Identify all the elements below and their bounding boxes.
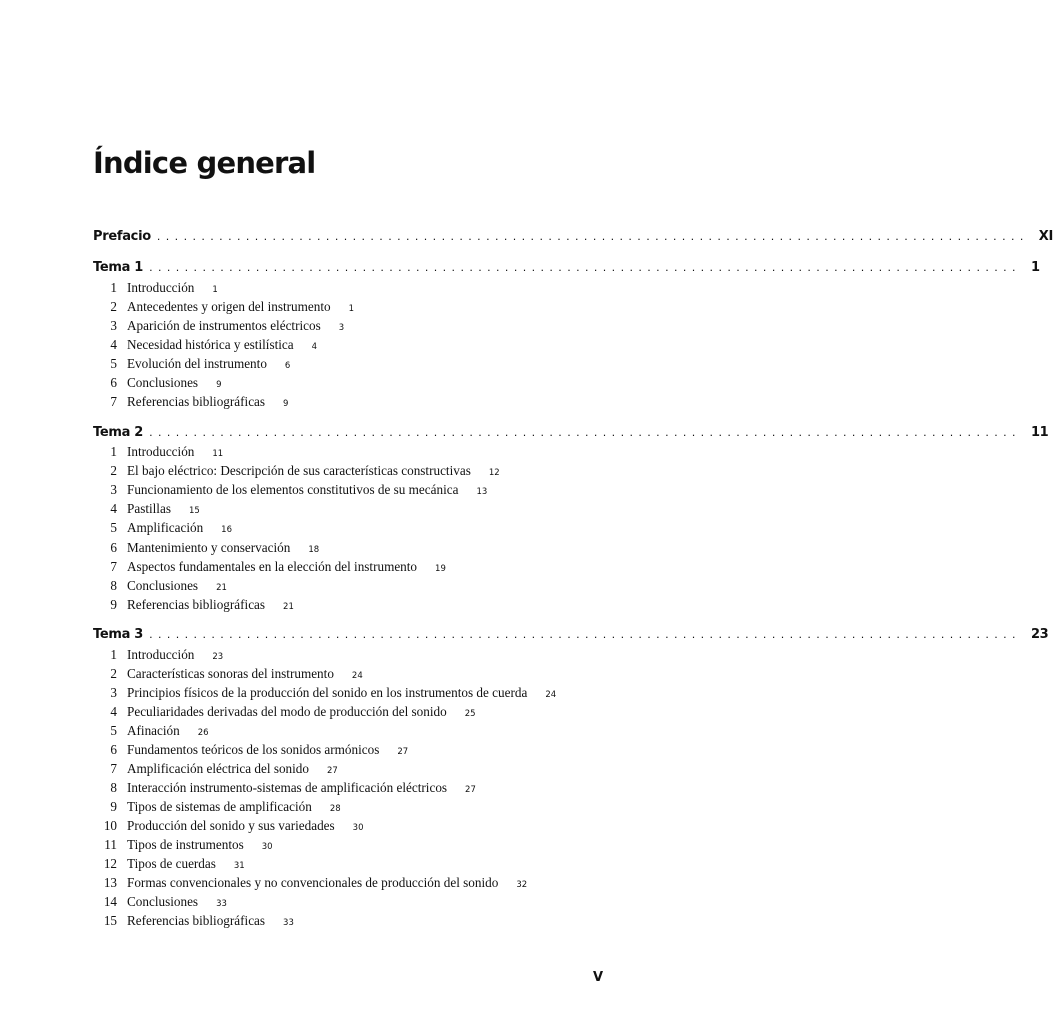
entry-number: 9 — [110, 597, 117, 612]
entry-page: 11 — [212, 449, 224, 459]
page-folio: V — [592, 970, 603, 985]
entry-title: El bajo eléctrico: Descripción de sus características constructivas — [127, 463, 471, 478]
entry-title: Principios físicos de la producción del sonido en los instrumentos de cuerda — [127, 685, 528, 700]
entry-page: 3 — [338, 323, 345, 333]
entry-title: Fundamentos teóricos de los sonidos armónicos — [127, 742, 380, 757]
entry-number: 3 — [110, 685, 117, 700]
entry-title: Tipos de cuerdas — [127, 856, 216, 871]
toc-entry[interactable] — [93, 444, 223, 463]
entry-title: Referencias bibliográficas — [127, 913, 266, 928]
entry-number: 2 — [110, 299, 117, 314]
dot-leader: .................................................................................................. — [149, 426, 1021, 439]
entry-page: 9 — [216, 380, 222, 390]
toc-entry[interactable] — [93, 482, 487, 501]
entry-number: 4 — [110, 501, 117, 516]
entry-page: 21 — [283, 602, 294, 612]
toc-entry[interactable] — [93, 723, 209, 742]
entry-page: 27 — [397, 747, 409, 757]
entry-page: 27 — [327, 766, 338, 776]
entry-title: Afinación — [127, 723, 180, 738]
entry-page: 4 — [311, 342, 318, 352]
toc-entry[interactable] — [93, 394, 288, 413]
entry-number: 9 — [110, 799, 117, 814]
entry-title: Conclusiones — [127, 578, 199, 593]
entry-page: 25 — [464, 709, 476, 719]
toc-entry[interactable] — [93, 875, 527, 894]
entry-title: Aspectos fundamentales en la elección del instrumento — [127, 559, 418, 574]
entry-title: Pastillas — [127, 501, 171, 516]
toc-entry[interactable] — [93, 647, 223, 666]
entry-number: 7 — [110, 394, 117, 409]
entry-number: 3 — [110, 482, 117, 497]
entry-title: Tipos de instrumentos — [127, 837, 244, 852]
entry-number: 6 — [110, 742, 117, 757]
entry-number: 5 — [110, 520, 117, 535]
entry-number: 1 — [110, 444, 117, 459]
entry-number: 11 — [104, 837, 117, 852]
entry-title: Introducción — [127, 280, 195, 295]
toc-entry[interactable] — [93, 761, 338, 780]
toc-entry[interactable] — [93, 837, 273, 856]
entry-number: 1 — [110, 647, 117, 662]
entry-page: 21 — [216, 583, 227, 593]
entry-title: Funcionamiento de los elementos constitutivos de su mecánica — [127, 482, 459, 497]
entry-page: 9 — [283, 399, 289, 409]
entry-page: 33 — [216, 899, 227, 909]
toc-entry[interactable] — [93, 894, 227, 913]
toc-tema-3-heading[interactable] — [93, 627, 1049, 645]
toc-entry[interactable] — [93, 913, 294, 932]
toc-entry[interactable] — [93, 799, 341, 818]
entry-number: 2 — [110, 463, 117, 478]
entry-page: 23 — [212, 652, 224, 662]
toc-entry[interactable] — [93, 818, 364, 837]
dot-leader: .................................................................................................. — [156, 230, 1029, 243]
entry-page: 19 — [435, 564, 446, 574]
tema-page: 11 — [1030, 425, 1049, 440]
entry-page: 30 — [352, 823, 364, 833]
entry-title: Aparición de instrumentos eléctricos — [127, 318, 321, 333]
entry-title: Conclusiones — [127, 894, 199, 909]
entry-page: 6 — [284, 361, 291, 371]
entry-number: 5 — [110, 723, 117, 738]
entry-title: Necesidad histórica y estilística — [127, 337, 294, 352]
toc-entry[interactable] — [93, 501, 200, 520]
entry-number: 3 — [110, 318, 117, 333]
toc-entry[interactable] — [93, 856, 245, 875]
toc-entry[interactable] — [93, 742, 408, 761]
toc-entry[interactable] — [93, 463, 500, 482]
toc-entry[interactable] — [93, 597, 294, 616]
entry-page: 1 — [212, 285, 218, 295]
tema-label: Tema 1 — [93, 260, 144, 275]
entry-page: 31 — [233, 861, 245, 871]
entry-page: 27 — [465, 785, 476, 795]
entry-page: 33 — [283, 918, 294, 928]
toc-entry[interactable] — [93, 375, 222, 394]
entry-title: Referencias bibliográficas — [127, 394, 266, 409]
entry-page: 16 — [221, 525, 232, 535]
entry-number: 1 — [110, 280, 117, 295]
toc-entry[interactable] — [93, 299, 354, 318]
toc-entry[interactable] — [93, 520, 232, 539]
dot-leader: .................................................................................................. — [149, 261, 1021, 274]
entry-page: 1 — [348, 304, 355, 314]
entry-title: Amplificación eléctrica del sonido — [127, 761, 309, 776]
entry-number: 7 — [110, 761, 117, 776]
entry-number: 8 — [110, 780, 117, 795]
entry-page: 24 — [351, 671, 363, 681]
toc-entry[interactable] — [93, 704, 476, 723]
page-title: Índice general — [93, 146, 316, 180]
entry-page: 15 — [188, 506, 200, 516]
entry-page: 28 — [329, 804, 341, 814]
entry-number: 8 — [110, 578, 117, 593]
tema-page: 1 — [1030, 260, 1040, 275]
toc-entry[interactable] — [93, 280, 218, 299]
entry-page: 30 — [261, 842, 273, 852]
entry-number: 6 — [110, 375, 117, 390]
entry-number: 13 — [103, 875, 117, 890]
entry-number: 12 — [103, 856, 117, 871]
tema-label: Tema 2 — [93, 425, 144, 440]
toc-entry[interactable] — [93, 578, 227, 597]
entry-title: Amplificación — [127, 520, 204, 535]
dot-leader: .................................................................................................. — [149, 628, 1021, 641]
toc-entry[interactable] — [93, 685, 556, 704]
entry-number: 4 — [110, 704, 117, 719]
entry-title: Evolución del instrumento — [127, 356, 267, 371]
entry-title: Interacción instrumento-sistemas de amplificación eléctricos — [127, 780, 448, 795]
entry-title: Tipos de sistemas de amplificación — [127, 799, 312, 814]
entry-title: Referencias bibliográficas — [127, 597, 266, 612]
toc-entry[interactable] — [93, 318, 344, 337]
entry-title: Producción del sonido y sus variedades — [127, 818, 335, 833]
entry-page: 18 — [308, 545, 320, 555]
entry-title: Conclusiones — [127, 375, 199, 390]
entry-number: 6 — [110, 540, 117, 555]
entry-title: Formas convencionales y no convencionales de producción del sonido — [127, 875, 499, 890]
toc-entry[interactable] — [93, 540, 319, 559]
entry-title: Características sonoras del instrumento — [127, 666, 334, 681]
toc-entry[interactable] — [93, 559, 446, 578]
entry-title: Introducción — [127, 444, 195, 459]
entry-page: 13 — [476, 487, 488, 497]
entry-number: 5 — [110, 356, 117, 371]
toc-entry[interactable] — [93, 356, 290, 375]
prefacio-label: Prefacio — [93, 229, 151, 244]
entry-title: Antecedentes y origen del instrumento — [127, 299, 331, 314]
toc-tema-2-heading[interactable] — [93, 425, 1049, 443]
tema-label: Tema 3 — [93, 627, 144, 642]
entry-number: 2 — [110, 666, 117, 681]
entry-title: Introducción — [127, 647, 195, 662]
tema-page: 23 — [1030, 627, 1049, 642]
entry-number: 14 — [103, 894, 117, 909]
entry-page: 26 — [197, 728, 209, 738]
toc-entry[interactable] — [93, 337, 317, 356]
toc-prefacio-heading[interactable] — [93, 229, 1053, 247]
entry-number: 7 — [110, 559, 117, 574]
entry-number: 15 — [103, 913, 117, 928]
entry-page: 24 — [545, 690, 557, 700]
entry-page: 12 — [488, 468, 500, 478]
entry-number: 10 — [103, 818, 117, 833]
entry-title: Mantenimiento y conservación — [127, 540, 291, 555]
toc-entry[interactable] — [93, 666, 363, 685]
toc-entry[interactable] — [93, 780, 476, 799]
entry-page: 32 — [516, 880, 528, 890]
toc-tema-1-heading[interactable] — [93, 260, 1040, 278]
entry-number: 4 — [110, 337, 117, 352]
entry-title: Peculiaridades derivadas del modo de producción del sonido — [127, 704, 447, 719]
prefacio-page: XI — [1038, 229, 1053, 244]
